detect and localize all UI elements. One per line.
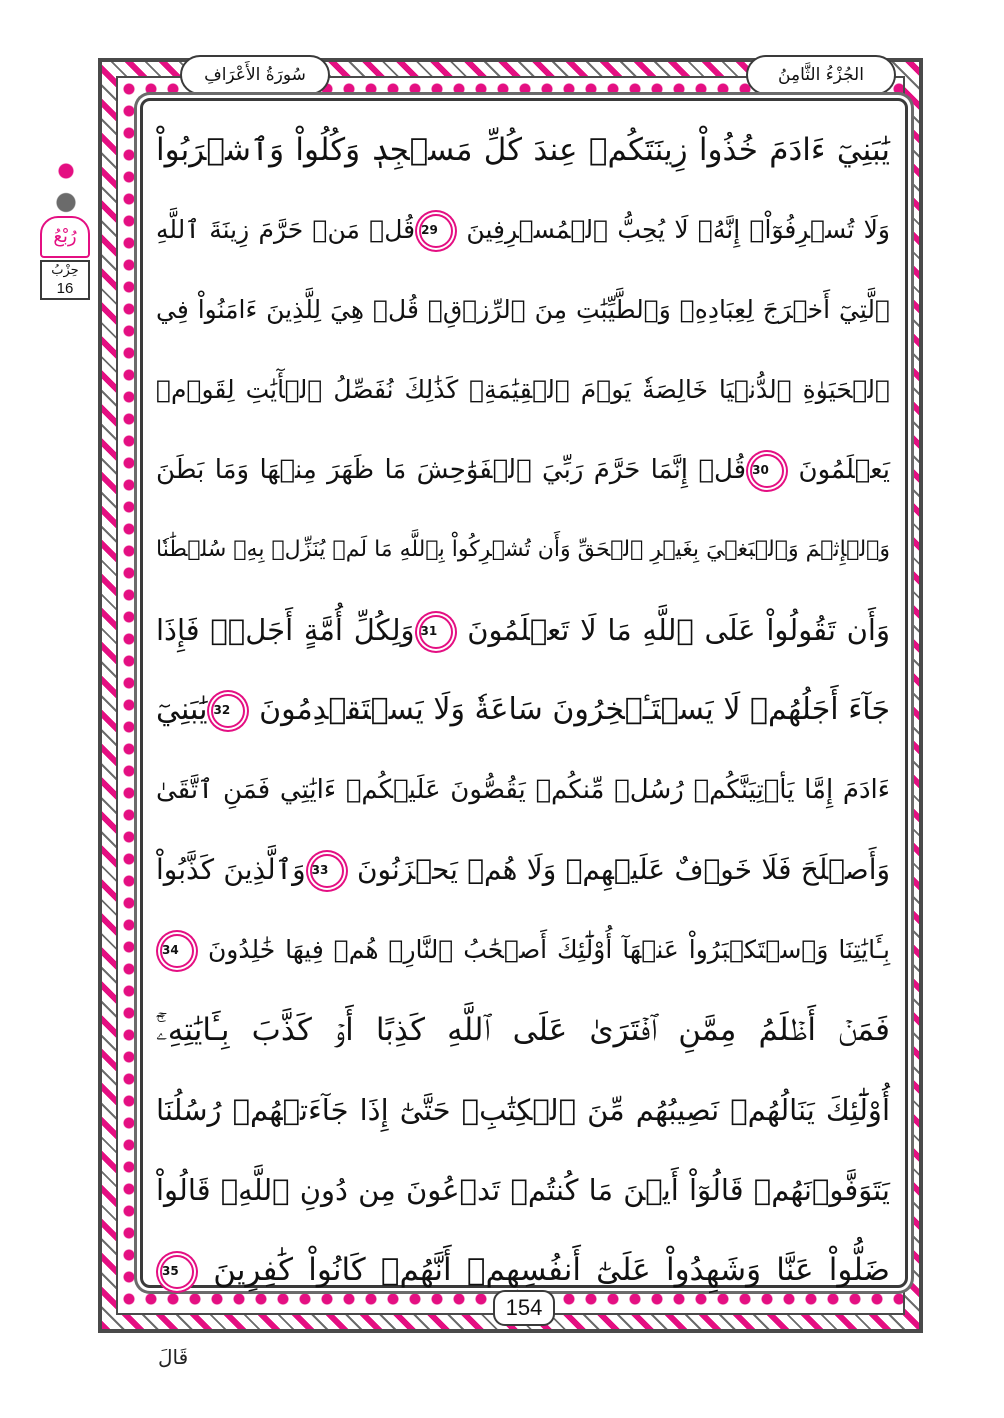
juz-label: الجُزْءُ الثَّامِنُ bbox=[746, 55, 896, 95]
verse-text: أُوْلَٰٓئِكَ يَنَالُهُمۡ نَصِيبُهُم مِّنَ ٱلۡكِتَٰبِۖ حَتَّىٰٓ إِذَا جَآءَتۡهُمۡ رُسُلُنَا bbox=[156, 1093, 890, 1127]
verse-text: ٱلۡحَيَوٰةِ ٱلدُّنۡيَا خَالِصَةٗ يَوۡمَ ٱلۡقِيَٰمَةِۗ كَذَٰلِكَ نُفَصِّلُ ٱلۡأٓيَٰتِ لِقَوۡمٖ bbox=[156, 375, 890, 404]
verse-line bbox=[156, 590, 890, 670]
verse-text: وَٱلَّذِينَ كَذَّبُواْ bbox=[156, 853, 306, 886]
ayah-number-marker: 34 bbox=[160, 934, 194, 968]
verse-text: بِـَٔايَٰتِنَا وَٱسۡتَكۡبَرُواْ عَنۡهَآ أُوْلَٰٓئِكَ أَصۡحَٰبُ ٱلنَّارِۖ هُمۡ فِيهَا خَٰلِدُونَ bbox=[207, 935, 890, 964]
verse-text: وَلَا تُسۡرِفُوٓاْۚ إِنَّهُۥ لَا يُحِبُّ ٱلۡمُسۡرِفِينَ bbox=[466, 215, 890, 244]
verse-text: جَآءَ أَجَلُهُمۡ لَا يَسۡتَـٔۡخِرُونَ سَاعَةٗ وَلَا يَسۡتَقۡدِمُونَ bbox=[259, 692, 890, 727]
verse-text: ءَادَمَ إِمَّا يَأۡتِيَنَّكُمۡ رُسُلٞ مِّنكُمۡ يَقُصُّونَ عَلَيۡكُمۡ ءَايَٰتِي فَمَنِ ٱتَّقَىٰ bbox=[156, 775, 890, 805]
verse-text: وَأَصۡلَحَ فَلَا خَوۡفٌ عَلَيۡهِمۡ وَلَا هُمۡ يَحۡزَنُونَ bbox=[356, 853, 891, 886]
ornament-icon bbox=[44, 150, 88, 220]
verse-line bbox=[156, 110, 890, 190]
hizb-label: حِزْبُ bbox=[51, 263, 79, 278]
surah-name-label: سُورَةُ الأَعْرَافِ bbox=[180, 55, 330, 95]
verse-text: وَأَن تَقُولُواْ عَلَى ٱللَّهِ مَا لَا تَعۡلَمُونَ bbox=[467, 613, 890, 647]
quarter-label: رُبْعُ bbox=[40, 216, 90, 258]
verse-text: يَٰبَنِيٓ bbox=[156, 692, 208, 727]
ayah-number-marker: 35 bbox=[160, 1255, 194, 1289]
ayah-number-marker: 30 bbox=[750, 454, 784, 488]
verse-line bbox=[156, 190, 890, 270]
verse-text: يَٰبَنِيٓ ءَادَمَ خُذُواْ زِينَتَكُمۡ عِندَ كُلِّ مَسۡجِدٖ وَكُلُواْ وَٱشۡرَبُواْ bbox=[156, 132, 890, 168]
verse-line bbox=[156, 670, 890, 750]
hizb-box bbox=[40, 260, 90, 300]
verse-line bbox=[156, 510, 890, 590]
catchword: قَالَ bbox=[158, 1345, 189, 1369]
ayah-number-marker: 32 bbox=[211, 694, 245, 728]
verse-line bbox=[156, 830, 890, 910]
verse-text: يَتَوَفَّوۡنَهُمۡ قَالُوٓاْ أَيۡنَ مَا كُنتُمۡ تَدۡعُونَ مِن دُونِ ٱللَّهِۖ قَالُواْ bbox=[156, 1173, 890, 1207]
verse-line bbox=[156, 1150, 890, 1230]
ayah-number-marker: 33 bbox=[310, 854, 344, 888]
verse-text: قُلۡ إِنَّمَا حَرَّمَ رَبِّيَ ٱلۡفَوَٰحِشَ مَا ظَهَرَ مِنۡهَا وَمَا بَطَنَ bbox=[156, 455, 747, 485]
verse-text: يَعۡلَمُونَ bbox=[798, 455, 891, 485]
verse-text: وَلِكُلِّ أُمَّةٍ أَجَلٞۖ فَإِذَا bbox=[156, 613, 415, 647]
verse-text: فَمَنۡ أَظۡلَمُ مِمَّنِ ٱفۡتَرَىٰ عَلَى ٱللَّهِ كَذِبًا أَوۡ كَذَّبَ بِـَٔايَٰتِهِۦٓۚ bbox=[156, 1012, 890, 1048]
verse-line bbox=[156, 270, 890, 350]
ayah-number-marker: 29 bbox=[419, 214, 453, 248]
verse-text: ضَلُّواْ عَنَّا وَشَهِدُواْ عَلَىٰٓ أَنفُسِهِمۡ أَنَّهُمۡ كَانُواْ كَٰفِرِينَ bbox=[213, 1252, 890, 1288]
verse-text: وَٱلۡإِثۡمَ وَٱلۡبَغۡيَ بِغَيۡرِ ٱلۡحَقِّ وَأَن تُشۡرِكُواْ بِٱللَّهِ مَا لَمۡ يُنَزِّلۡ بِهِۦ سُلۡطَٰنٗا bbox=[156, 537, 890, 562]
ayah-number-marker: 31 bbox=[419, 615, 453, 649]
verse-line bbox=[156, 1070, 890, 1150]
page-number: 154 bbox=[493, 1290, 555, 1326]
verse-lines bbox=[156, 110, 890, 1310]
hizb-number: 16 bbox=[56, 280, 74, 297]
verse-line bbox=[156, 430, 890, 510]
verse-line bbox=[156, 990, 890, 1070]
verse-line bbox=[156, 910, 890, 990]
verse-line bbox=[156, 750, 890, 830]
verse-text: قُلۡ مَنۡ حَرَّمَ زِينَةَ ٱللَّهِ bbox=[156, 215, 416, 244]
hizb-marker bbox=[38, 150, 94, 300]
verse-line bbox=[156, 350, 890, 430]
verse-text: ٱلَّتِيٓ أَخۡرَجَ لِعِبَادِهِۦ وَٱلطَّيِّبَٰتِ مِنَ ٱلرِّزۡقِۚ قُلۡ هِيَ لِلَّذِينَ ءَامَنُواْ فِي bbox=[156, 295, 890, 324]
